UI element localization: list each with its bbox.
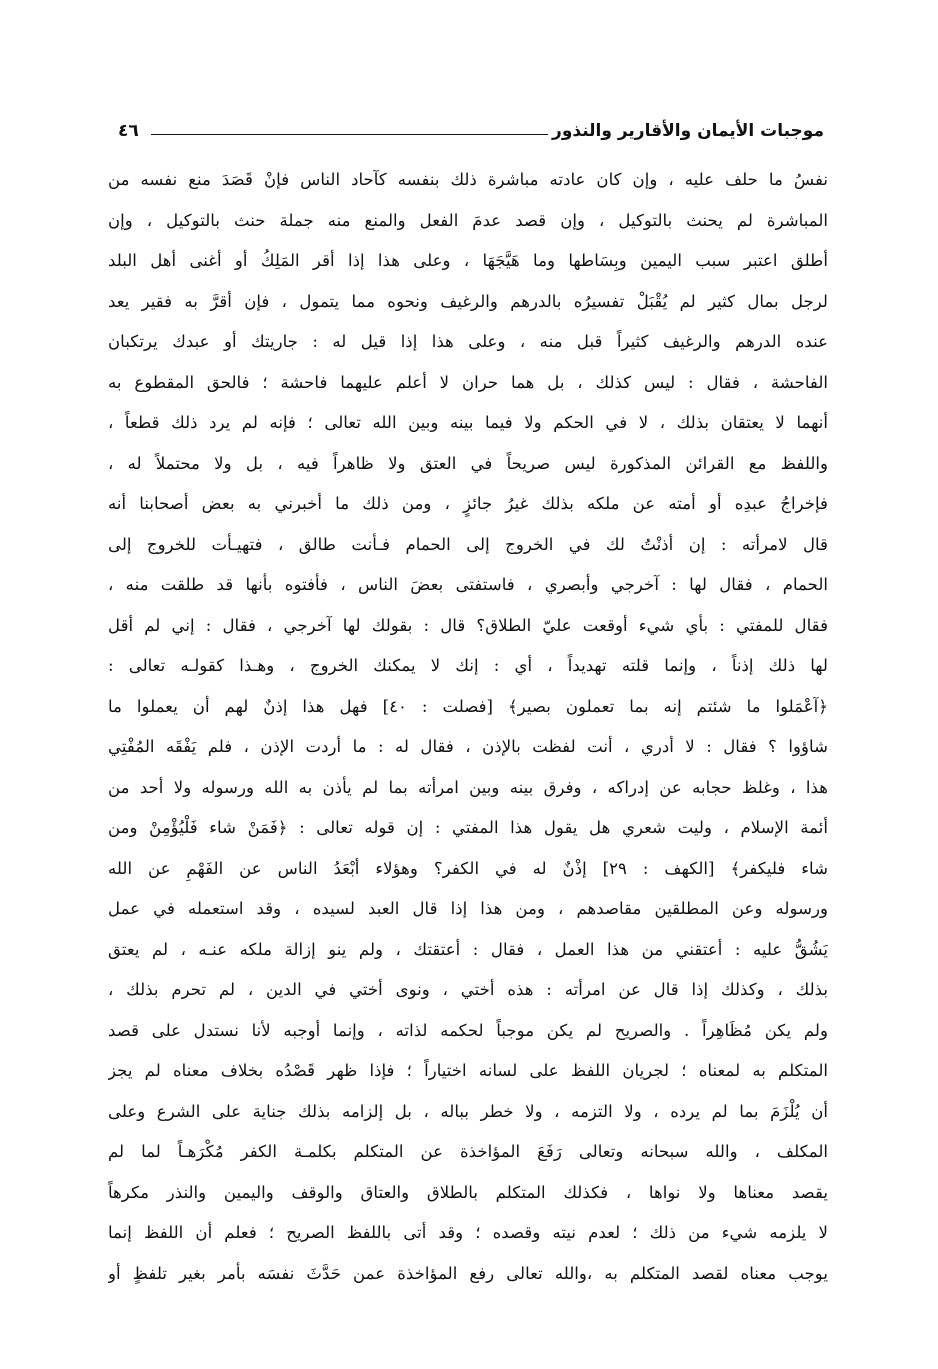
book-title: موجبات الأيمان والأقارير والنذور [552,121,824,141]
text-line: أن يُلْزَمَ بما لم يرده ، ولا التزمه ، ولا خطر بباله ، بل إلزامه بذلك جناية على الشرع وعلى [108,1101,828,1121]
text-line: المباشرة لم يحنث بالتوكيل ، وإن قصد عدمَ الفعل والمنع منه جملة حنث بالتوكيل ، وإن [108,210,828,230]
running-header [108,117,824,145]
text-line: شاؤوا ؟ فقال : لا أدري ، أنت لفظت بالإذن ، فقال له : ما أردت الإذن ، فلم يَفْقَه المُفْتِي [108,737,828,756]
text-line: لرجل بمال كثير لم يُقْبَلْ تفسيرُه بالدرهم والرغيف ونحوه مما يتمول ، فإن أقرَّ به فقير يعد [108,291,828,311]
text-line: يَشُقُّ عليه : أعتقني من هذا العمل ، فقال : أعتقتك ، ولم ينو إزالة ملكه عنـه ، لم يعتق [108,939,828,959]
text-line: المكلف ، والله سبحانه وتعالى رَفَعَ المؤاخذة عن المتكلم بكلمـة الكفر مُكْرَهـاً لما لم [108,1142,828,1161]
text-line: فإخراجُ عبدِه أو أمته عن ملكه بذلك غيرُ جائزٍ ، ومن ذلك ما أخبرني به بعض أصحابنا أنه [108,494,828,513]
text-line: يوجب معناه لقصد المتكلم به ،والله تعالى رفع المؤاخذة عمن حَدَّثَ نفسَه بأمر بغير تلفظٍ أو [108,1263,828,1283]
text-line: يقصد معناها ولا نواها ، فكذلك المتكلم بالطلاق والعتاق والوقف واليمين والنذر مكرهاً [108,1182,828,1202]
text-line: هذا ، وغلظ حجابه عن إدراكه ، وفرق بينه وبين امرأته بما لم يأذن به الله ورسوله ولا أحد من [108,777,828,797]
text-line: ﴿آعْمَلوا ما شئتم إنه بما تعملون بصير﴾ [فصلت : ٤٠] فهل هذا إذنٌ لهم أن يعملوا ما [108,696,828,716]
page-number: ٤٦ [118,121,139,141]
text-line: أطلق اعتبر سبب اليمين وبِسَاطها وما هَيَّجَهَا ، وعلى هذا إذا أقر المَلِكُ أو أغنى أهل البلد [108,251,828,270]
text-line: شاء فليكفر﴾ [الكهف : ٢٩] إذْنٌ له في الكفر؟ وهؤلاء أبْعَدُ الناس عن الفَهْمِ عن الله [108,858,828,878]
text-line: قال لامرأته : إن أذنْتُ لك في الخروج إلى الحمام فـأنت طالق ، فتهيـأت للخروج إلى [108,534,828,554]
text-line: واللفظ مع القرائن المذكورة ليس صريحاً في العتق ولا ظاهراً فيه ، بل ولا محتملاً له ، [108,453,828,473]
text-line: لا يلزمه شيء من ذلك ؛ لعدم نيته وقصده ؛ وقد أتى باللفظ الصريح ؛ فعلم أن اللفظ إنما [108,1223,828,1242]
text-line: فقال للمفتي : بأي شيء أوقعت عليّ الطلاق؟ قال : بقولك لها آخرجي ، فقال : إني لم أقل [108,615,828,635]
text-line: أنهما لا يعتقان بذلك ، لا في الحكم ولا فيما بينه وبين الله تعالى ؛ فإنه لم يرد ذلك قطعاً ، [108,413,828,432]
text-line: الحمام ، فقال لها : آخرجي وأبصري ، فاستفتى بعضَ الناس ، فأفتوه بأنها قد طلقت منه ، [108,575,828,594]
text-line: ورسوله وعن المطلقين مقاصدهم ، ومن هذا إذا قال العبد لسيده ، وقد استعمله في عمل [108,899,828,918]
text-line: بذلك ، وكذلك إذا قال عن امرأته : هذه أختي ، ونوى أختي في الدين ، لم تحرم بذلك ، [108,980,828,999]
text-line: عنده الدرهم والرغيف كثيراً قبل منه ، وعلى هذا إذا قيل له : جاريتك أو عبدك يرتكبان [108,332,828,351]
text-line: لها ذلك إذناً ، وإنما قلته تهديداً ، أي : إنك لا يمكنك الخروج ، وهـذا كقولـه تعالى : [108,656,828,675]
text-line: أئمة الإسلام ، وليت شعري هل يقول هذا المفتي : إن قوله تعالى : ﴿فَمَنْ شاء فَلْيُؤْمِنْ ومن [108,818,828,837]
header-rule [151,134,548,135]
text-line: الفاحشة ، فقال : ليس كذلك ، بل هما حران لا أعلم عليهما فاحشة ؛ فالحق المقطوع به [108,372,828,392]
text-line: المتكلم به لمعناه ؛ لجريان اللفظ على لسانه اختياراً ؛ فإذا ظهر قَصْدُه بخلاف معناه لم يجز [108,1061,828,1080]
body-text [108,160,828,1294]
text-line: نفسُ ما حلف عليه ، وإن كان عادته مباشرة ذلك بنفسه كآحاد الناس فإنْ قَصَدَ منع نفسه من [108,170,828,189]
text-line: ولم يكن مُظَاهِراً . والصريح لم يكن موجباً لحكمه لذاته ، وإنما أوجبه لأنا نستدل على قصد [108,1020,828,1040]
